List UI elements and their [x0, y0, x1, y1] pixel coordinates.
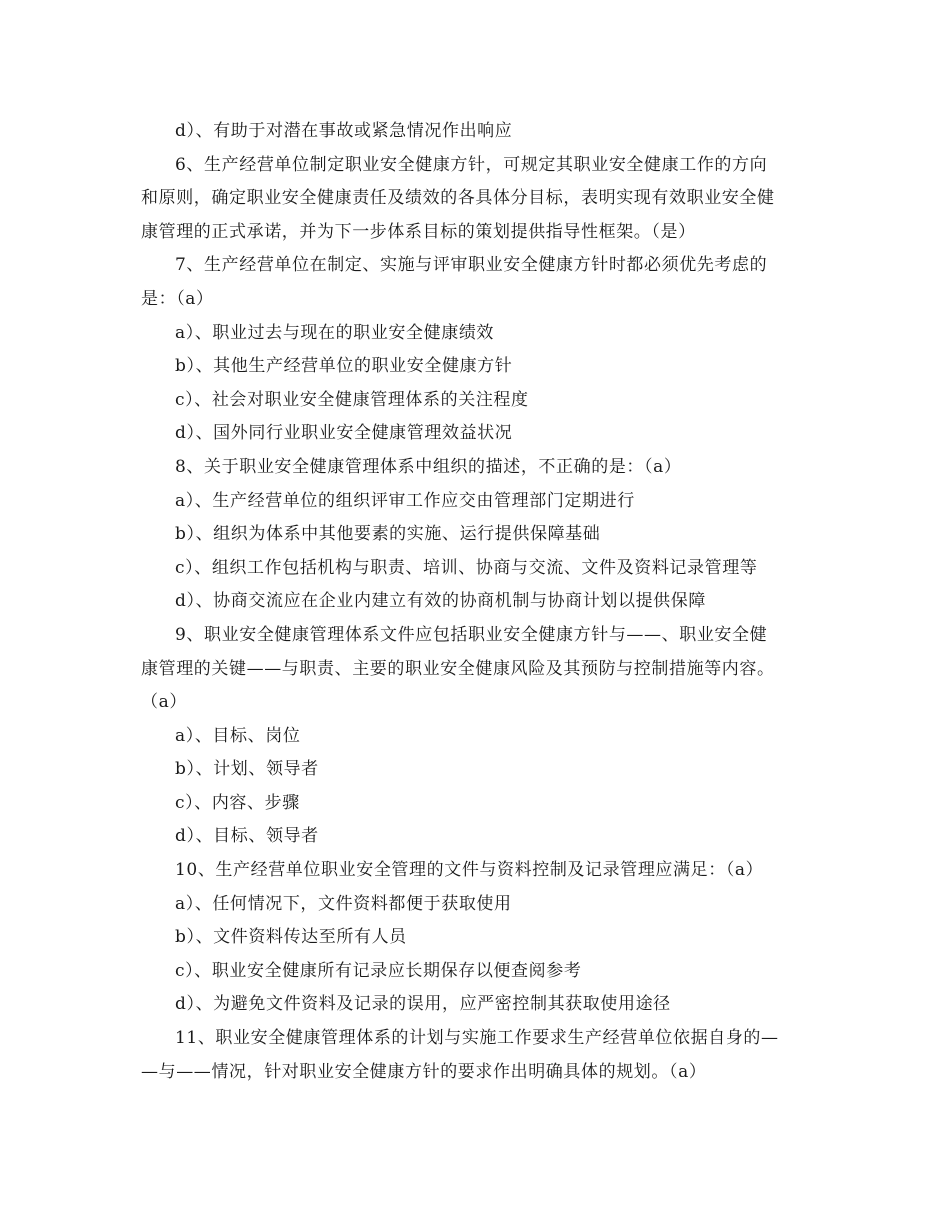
question-9-line-2: 康管理的关键——与职责、主要的职业安全健康风险及其预防与控制措施等内容。: [141, 658, 775, 679]
option-d-q10: d）、为避免文件资料及记录的误用，应严密控制其获取使用途径: [175, 994, 671, 1015]
question-9: [141, 619, 814, 720]
option-c-q7: c）、社会对职业安全健康管理体系的关注程度: [175, 389, 529, 410]
question-6: [141, 149, 814, 250]
option-c-q10: c）、职业安全健康所有记录应长期保存以便查阅参考: [175, 960, 582, 981]
question-6-line-1: 6、生产经营单位制定职业安全健康方针，可规定其职业安全健康工作的方向: [175, 154, 768, 175]
question-7-line-1: 7、生产经营单位在制定、实施与评审职业安全健康方针时都必须优先考虑的: [175, 255, 768, 276]
question-6-line-2: 和原则，确定职业安全健康责任及绩效的各具体分目标，表明实现有效职业安全健: [141, 188, 775, 209]
question-9-line-1: 9、职业安全健康管理体系文件应包括职业安全健康方针与——、职业安全健: [175, 624, 768, 645]
question-8-line-1: 8、关于职业安全健康管理体系中组织的描述，不正确的是：（a）: [175, 456, 682, 477]
option-b-q7: b）、其他生产经营单位的职业安全健康方针: [175, 356, 513, 377]
option-a-q9: a）、目标、岗位: [175, 725, 301, 746]
question-10-line-1: 10、生产经营单位职业安全管理的文件与资料控制及记录管理应满足：（a）: [175, 860, 764, 881]
question-11-line-2: —与——情况，针对职业安全健康方针的要求作出明确具体的规划。（a）: [141, 1061, 707, 1082]
option-d-q9: d）、目标、领导者: [175, 826, 319, 847]
option-a-q10: a）、任何情况下，文件资料都便于获取使用: [175, 893, 512, 914]
document-body: [141, 115, 814, 1089]
option-d-q8: d）、协商交流应在企业内建立有效的协商机制与协商计划以提供保障: [175, 591, 706, 612]
option-b-q9: b）、计划、领导者: [175, 759, 319, 780]
option-c-q8: c）、组织工作包括机构与职责、培训、协商与交流、文件及资料记录管理等: [175, 557, 758, 578]
option-d-q5: d）、有助于对潜在事故或紧急情况作出响应: [175, 121, 513, 141]
option-c-q9: c）、内容、步骤: [175, 792, 300, 813]
option-a-q8: a）、生产经营单位的组织评审工作应交由管理部门定期进行: [175, 490, 635, 511]
question-7-line-2: 是：（a）: [141, 288, 214, 309]
option-b-q8: b）、组织为体系中其他要素的实施、运行提供保障基础: [175, 524, 601, 545]
option-a-q7: a）、职业过去与现在的职业安全健康绩效: [175, 322, 495, 343]
question-11: [141, 1022, 814, 1089]
question-9-line-3: （a）: [141, 692, 187, 713]
option-d-q7: d）、国外同行业职业安全健康管理效益状况: [175, 423, 513, 444]
question-7: [141, 249, 814, 316]
question-10: [141, 854, 814, 888]
question-11-line-1: 11、职业安全健康管理体系的计划与实施工作要求生产经营单位依据自身的—: [175, 1028, 779, 1049]
option-b-q10: b）、文件资料传达至所有人员: [175, 927, 407, 948]
question-6-line-3: 康管理的正式承诺，并为下一步体系目标的策划提供指导性框架。（是）: [141, 221, 696, 242]
question-8: [141, 451, 814, 485]
